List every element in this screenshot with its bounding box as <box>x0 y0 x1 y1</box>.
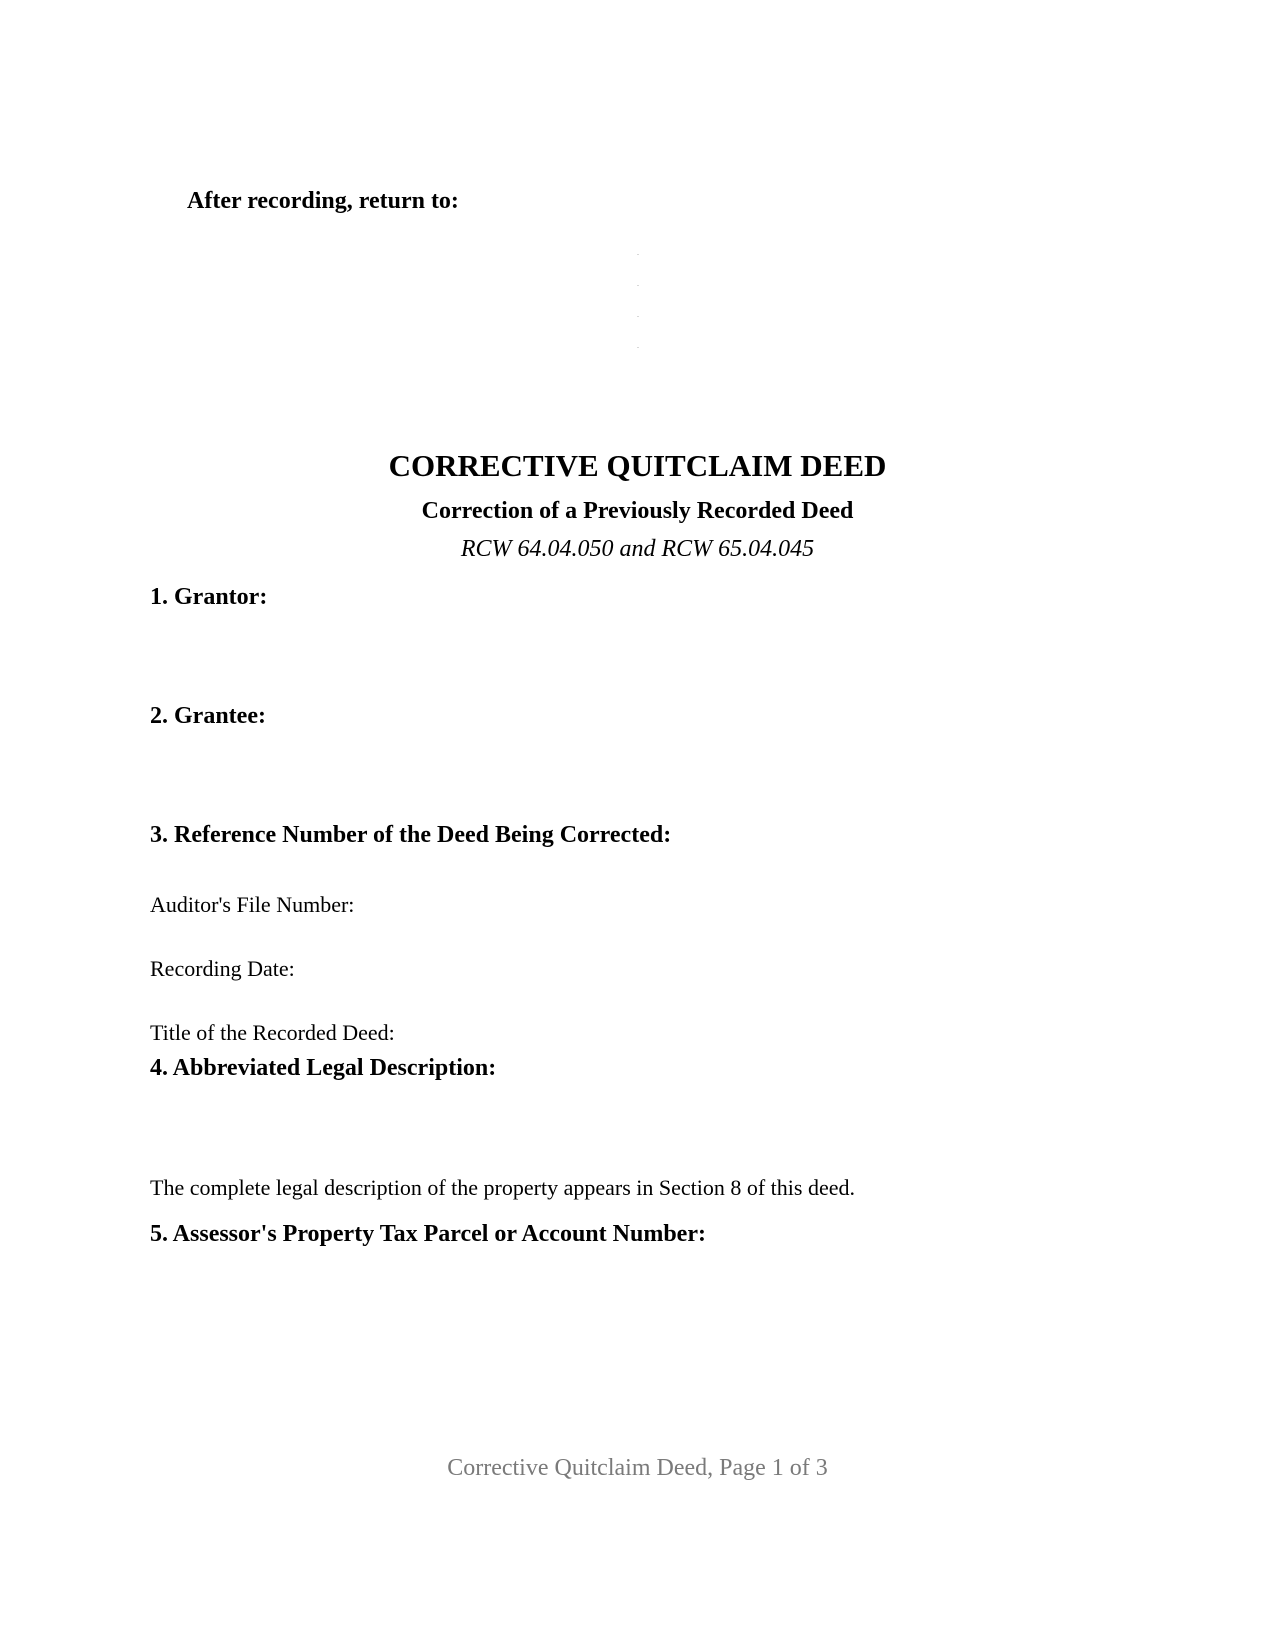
section-legal-description-heading: 4. Abbreviated Legal Description: <box>150 1055 497 1081</box>
address-placeholder-mark <box>637 316 639 317</box>
recorded-deed-title-label: Title of the Recorded Deed: <box>150 1020 395 1045</box>
recording-date-label: Recording Date: <box>150 956 295 981</box>
section-reference-heading: 3. Reference Number of the Deed Being Corrected: <box>150 822 672 848</box>
legal-description-note: The complete legal description of the property appears in Section 8 of this deed. <box>150 1175 855 1200</box>
address-placeholder-mark <box>637 254 639 255</box>
section-parcel-number-heading: 5. Assessor's Property Tax Parcel or Account Number: <box>150 1221 706 1247</box>
section-grantee-heading: 2. Grantee: <box>150 703 266 729</box>
document-subtitle: Correction of a Previously Recorded Deed <box>421 498 854 524</box>
page-footer: Corrective Quitclaim Deed, Page 1 of 3 <box>447 1455 828 1481</box>
return-to-label: After recording, return to: <box>187 188 459 214</box>
document-title: CORRECTIVE QUITCLAIM DEED <box>388 448 887 483</box>
statute-reference: RCW 64.04.050 and RCW 65.04.045 <box>460 536 815 562</box>
address-placeholder-mark <box>637 347 639 348</box>
auditor-file-number-label: Auditor's File Number: <box>150 892 355 917</box>
address-placeholder-mark <box>637 285 639 286</box>
section-grantor-heading: 1. Grantor: <box>150 584 268 610</box>
